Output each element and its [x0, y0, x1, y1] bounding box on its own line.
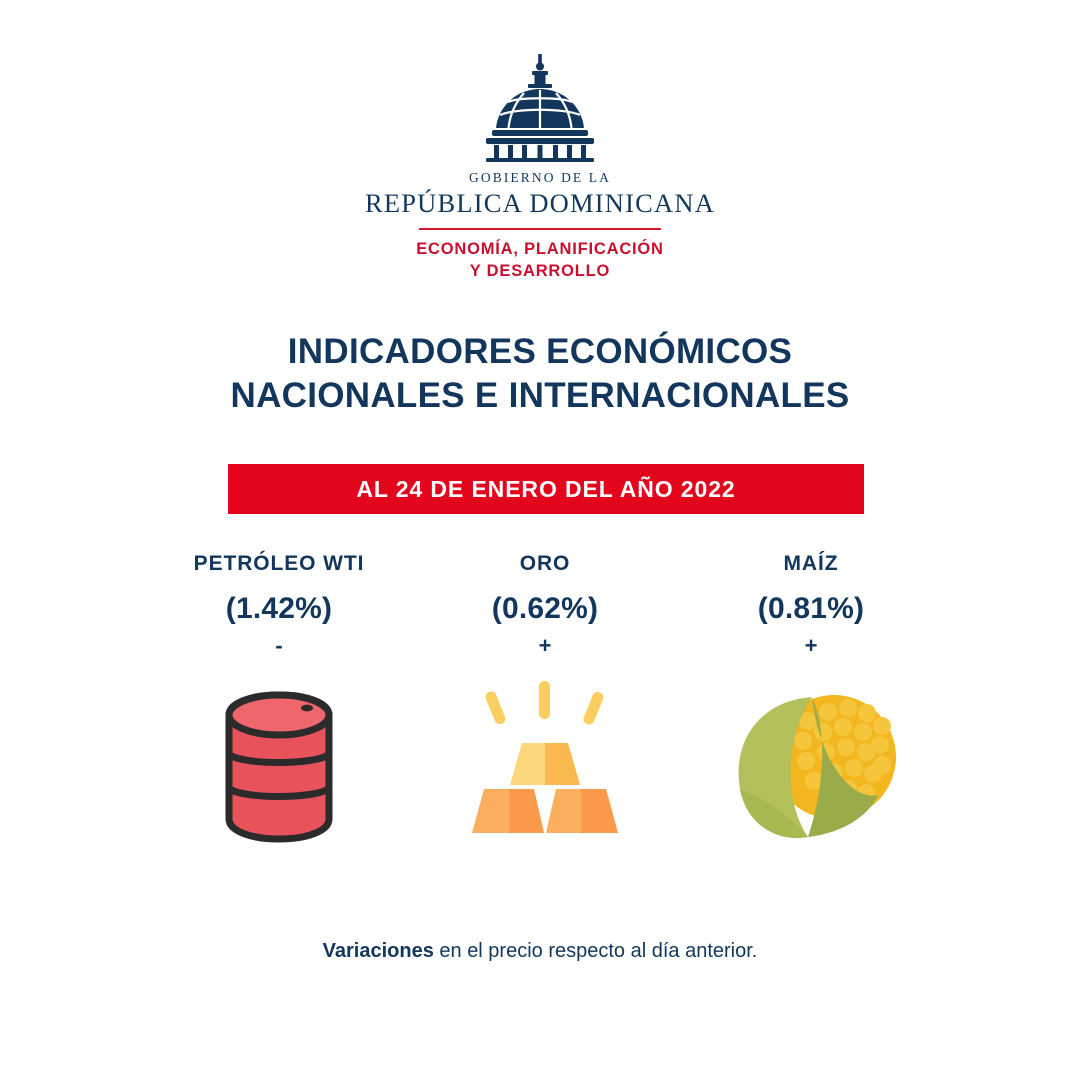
page-title-line2: NACIONALES E INTERNACIONALES: [230, 376, 850, 416]
date-banner-label: AL 24 DE ENERO DEL AÑO 2022: [356, 475, 736, 502]
indicator-title: ORO: [519, 552, 571, 575]
ministry-name-line2: Y DESARROLLO: [469, 261, 611, 280]
indicator-sign: +: [804, 633, 818, 658]
indicator-value: (0.62%): [491, 592, 599, 625]
indicator-value: (0.81%): [757, 592, 865, 625]
indicator-card-maiz: [682, 552, 940, 857]
footnote-bold: Variaciones: [322, 940, 434, 962]
indicator-card-oro: [416, 552, 674, 857]
indicator-card-petroleo: [150, 552, 408, 857]
ministry-name-line1: ECONOMÍA, PLANIFICACIÓN: [416, 240, 664, 258]
indicator-list: [150, 552, 940, 857]
footnote: [0, 940, 1080, 963]
ministry-name: [416, 239, 664, 283]
logo-divider: [419, 228, 661, 230]
logo-kicker: GOBIERNO DE LA: [469, 170, 611, 185]
date-banner: [228, 464, 864, 514]
gold-bars-icon: [450, 677, 640, 857]
indicator-title: PETRÓLEO WTI: [193, 552, 365, 575]
page-title-line1: INDICADORES ECONÓMICOS: [287, 332, 793, 371]
dominican-republic-crest-icon: [450, 52, 630, 164]
footnote-text: en el precio respecto al día anterior.: [433, 940, 758, 962]
logo-title: REPÚBLICA DOMINICANA: [364, 188, 716, 218]
corn-cob-icon: [716, 677, 906, 857]
indicator-sign: +: [538, 633, 552, 658]
indicator-sign: -: [275, 633, 283, 658]
government-logo: [0, 52, 1080, 283]
indicator-value: (1.42%): [225, 592, 333, 625]
oil-barrel-icon: [199, 677, 359, 857]
page-title: [0, 330, 1080, 419]
indicator-title: MAÍZ: [783, 552, 839, 575]
